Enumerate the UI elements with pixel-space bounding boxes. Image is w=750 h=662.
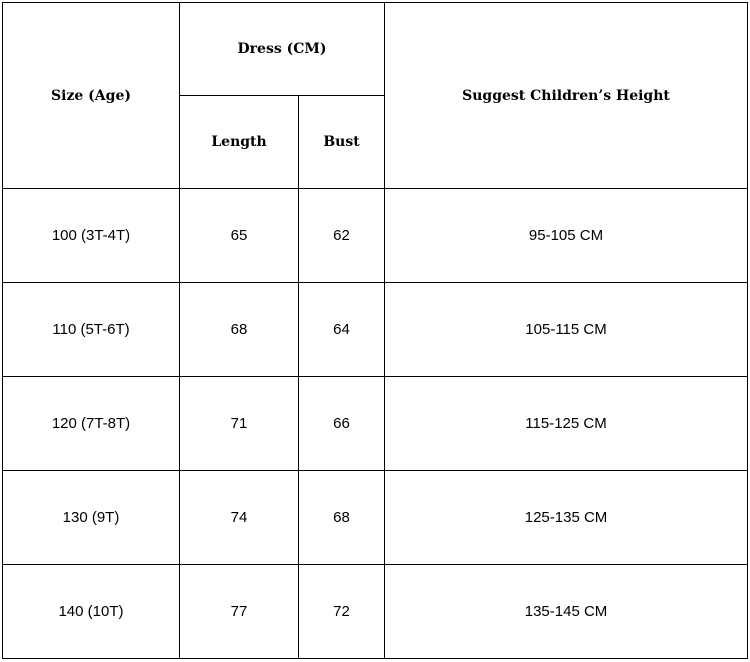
cell-bust: 72: [299, 565, 385, 659]
cell-length: 65: [180, 189, 299, 283]
cell-height: 95-105 CM: [385, 189, 748, 283]
cell-bust: 66: [299, 377, 385, 471]
cell-size: 140 (10T): [3, 565, 180, 659]
header-size: Size (Age): [3, 3, 180, 189]
cell-height: 105-115 CM: [385, 283, 748, 377]
header-row-1: [3, 3, 748, 96]
cell-height: 115-125 CM: [385, 377, 748, 471]
table-row: [3, 565, 748, 659]
table-row: [3, 283, 748, 377]
cell-size: 110 (5T-6T): [3, 283, 180, 377]
header-bust: Bust: [299, 96, 385, 189]
cell-height: 125-135 CM: [385, 471, 748, 565]
cell-bust: 68: [299, 471, 385, 565]
cell-size: 130 (9T): [3, 471, 180, 565]
table-row: [3, 377, 748, 471]
cell-length: 74: [180, 471, 299, 565]
size-chart-table: [2, 2, 748, 659]
header-length: Length: [180, 96, 299, 189]
cell-size: 120 (7T-8T): [3, 377, 180, 471]
cell-length: 68: [180, 283, 299, 377]
table-row: [3, 189, 748, 283]
cell-bust: 62: [299, 189, 385, 283]
header-dress: Dress (CM): [180, 3, 385, 96]
cell-length: 71: [180, 377, 299, 471]
cell-height: 135-145 CM: [385, 565, 748, 659]
header-height: Suggest Children’s Height: [385, 3, 748, 189]
cell-size: 100 (3T-4T): [3, 189, 180, 283]
cell-length: 77: [180, 565, 299, 659]
cell-bust: 64: [299, 283, 385, 377]
table-row: [3, 471, 748, 565]
